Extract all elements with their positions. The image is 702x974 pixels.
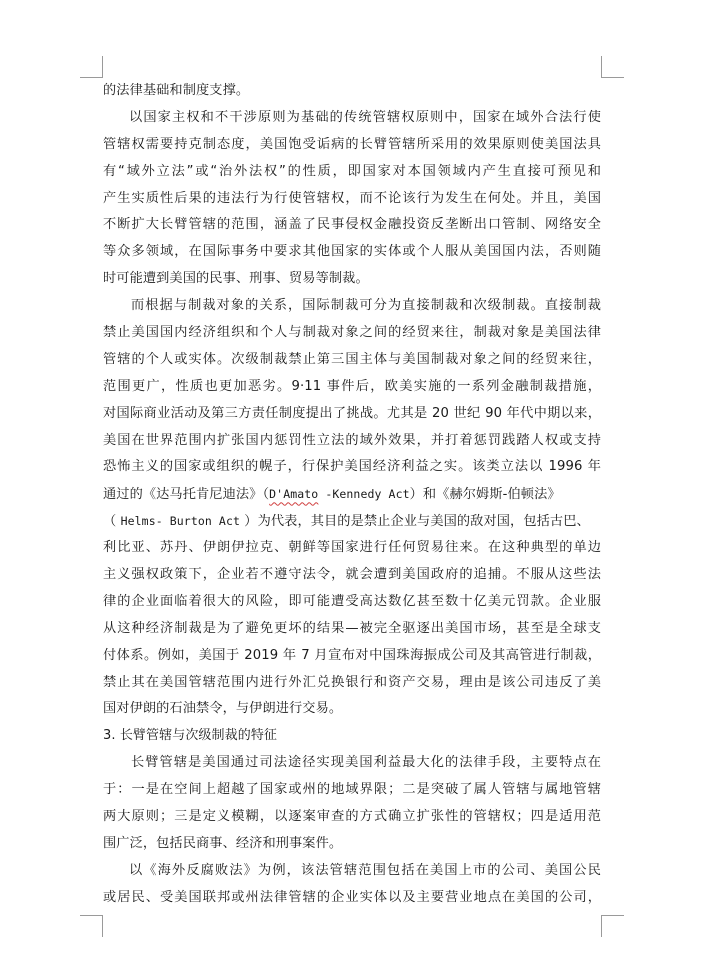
text-line: 产生实质性后果的违法行为行使管辖权，而不论该行为发生在何处。并且，美国 [103, 190, 601, 206]
crop-mark-bottom-right-v [601, 915, 602, 937]
text-line: 的法律基础和制度支撑。 [103, 83, 250, 98]
paragraph-first-line: 以《海外反腐败法》为例，该法管辖范围包括在美国上市的公司、美国公民 [129, 862, 601, 878]
text-line: 管辖的个人或实体。次级制裁禁止第三国主体与美国制裁对象之间的经贸来往， [103, 351, 601, 367]
crop-mark-bottom-right-h [602, 915, 624, 916]
text-span: 通过的《达马托肯尼迪法》（ [103, 487, 270, 503]
text-line: 禁止其在美国管辖范围内进行外汇兑换银行和资产交易，理由是该公司违反了美 [103, 674, 601, 690]
act-name: Helms- Burton Act [120, 514, 240, 529]
text-line: 等众多领域，在国际事务中要求其他国家的实体或个人服从美国国内法，否则随 [103, 244, 601, 260]
text-line: 不断扩大长臂管辖的范围，涵盖了民事侵权金融投资反垄断出口管制、网络安全 [103, 217, 601, 233]
text-line: 恐怖主义的国家或组织的幌子，行保护美国经济利益之实。该类立法以 1996 年 [103, 459, 601, 475]
crop-mark-top-right-h [602, 77, 624, 78]
text-line-acts [103, 481, 601, 508]
section-heading: 3. 长臂管辖与次级制裁的特征 [103, 728, 278, 744]
crop-mark-bottom-left-h [80, 915, 102, 916]
text-line: 美国在世界范围内扩张国内惩罚性立法的域外效果，并打着惩罚践踏人权或支持 [103, 432, 601, 448]
text-line: 禁止美国国内经济组织和个人与制裁对象之间的经贸来往，制裁对象是美国法律 [103, 325, 601, 341]
crop-mark-top-right-v [601, 56, 602, 78]
text-line-acts [103, 508, 601, 535]
text-line: 两大原则；三是定义模糊，以逐案审查的方式确立扩张性的管辖权；四是适用范 [103, 809, 601, 825]
text-line: 利比亚、苏丹、伊朗伊拉克、朝鲜等国家进行任何贸易往来。在这种典型的单边 [103, 540, 601, 556]
text-line: 主义强权政策下，企业若不遵守法令，就会遭到美国政府的追捕。不服从这些法 [103, 567, 601, 583]
text-span: （ [103, 514, 121, 530]
text-line: 从这种经济制裁是为了避免更坏的结果—被完全驱逐出美国市场，甚至是全球支 [103, 620, 601, 636]
text-line: 管辖权需要持克制态度，美国饱受诟病的长臂管辖所采用的效果原则使美国法具 [103, 136, 601, 152]
document-body [103, 78, 601, 912]
text-line: 付体系。例如，美国于 2019 年 7 月宣布对中国珠海振成公司及其高管进行制裁， [103, 647, 601, 663]
text-line: 或居民、受美国联邦或州法律管辖的企业实体以及主要营业地点在美国的公司， [103, 889, 601, 905]
crop-mark-bottom-left-v [102, 915, 103, 937]
crop-mark-top-left-h [80, 77, 102, 78]
act-name: -Kennedy Act [318, 487, 410, 502]
text-line: 国对伊朗的石油禁令，与伊朗进行交易。 [103, 701, 343, 717]
paragraph-first-line: 长臂管辖是美国通过司法途径实现美国利益最大化的法律手段，主要特点在 [131, 755, 601, 771]
text-span: ）为代表，其目的是禁止企业与美国的敌对国，包括古巴、 [240, 514, 590, 530]
text-span: ）和《赫尔姆斯-伯顿法》 [409, 487, 561, 503]
text-line: 时可能遭到美国的民事、刑事、贸易等制裁。 [103, 271, 369, 287]
text-line: 范围更广，性质也更加恶劣。9·11 事件后，欧美实施的一系列金融制裁措施， [103, 378, 601, 394]
text-line: 有“域外立法”或“治外法权”的性质，即国家对本国领域内产生直接可预见和 [103, 163, 601, 179]
text-line: 于：一是在空间上超越了国家或州的地域界限；二是突破了属人管辖与属地管辖 [103, 782, 601, 798]
paragraph-first-line: 而根据与制裁对象的关系，国际制裁可分为直接制裁和次级制裁。直接制裁 [131, 298, 601, 314]
text-line: 围广泛，包括民商事、经济和刑事案件。 [103, 835, 343, 851]
act-name-spellcheck: D'Amato [269, 487, 319, 502]
text-line: 对国际商业活动及第三方责任制度提出了挑战。尤其是 20 世纪 90 年代中期以来， [103, 405, 601, 421]
text-line: 律的企业面临着很大的风险，即可能遭受高达数亿甚至数十亿美元罚款。企业服 [103, 593, 601, 609]
crop-mark-top-left-v [102, 56, 103, 78]
paragraph-first-line: 以国家主权和不干涉原则为基础的传统管辖权原则中，国家在域外合法行使 [129, 109, 601, 125]
